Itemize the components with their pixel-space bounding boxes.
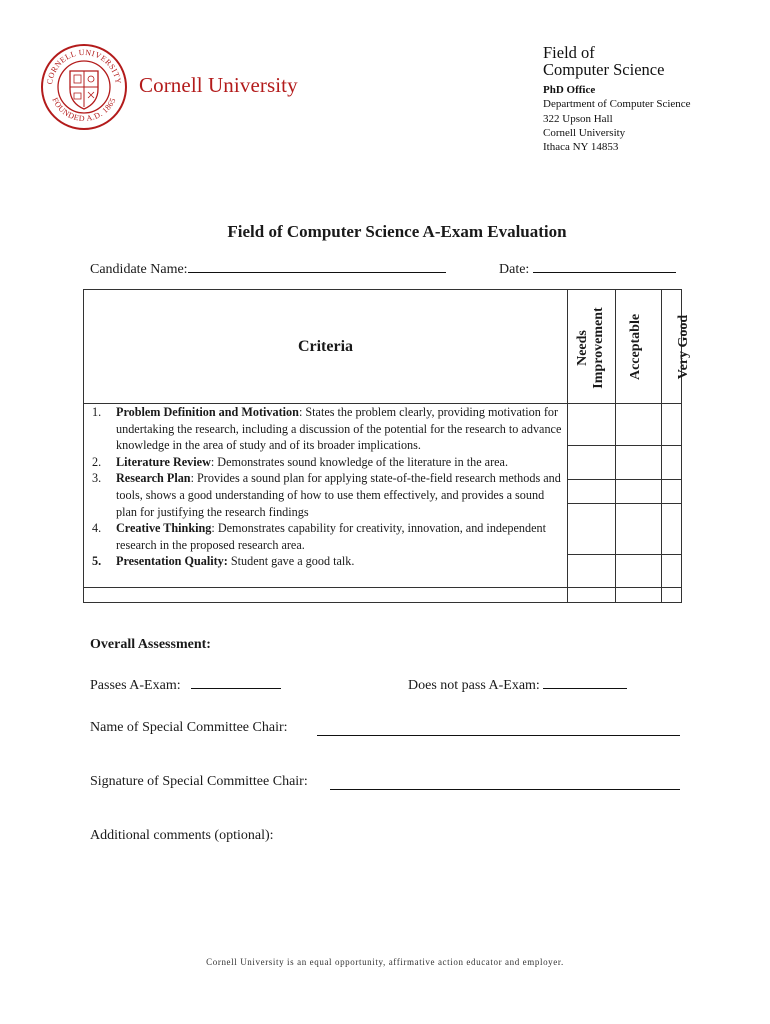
address-line2: Cornell University xyxy=(543,126,626,139)
criterion-item xyxy=(92,404,562,454)
criterion-number: 4. xyxy=(92,521,102,536)
address-line3: Ithaca NY 14853 xyxy=(543,141,619,154)
criteria-header: Criteria xyxy=(297,338,354,355)
seal-text-top: CORNELL UNIVERSITY xyxy=(45,47,123,85)
not-pass-field xyxy=(408,674,627,694)
field-title-line2: Computer Science xyxy=(543,60,665,79)
criterion-text: : Demonstrates capability for creativity, innovation, and independent research in the proposed research area. xyxy=(116,521,546,552)
field-title-line1: Field of xyxy=(543,43,595,62)
phd-office-label: PhD Office xyxy=(543,84,596,96)
chair-name-input[interactable] xyxy=(317,720,680,736)
field-title xyxy=(543,44,664,78)
criterion-item xyxy=(92,470,562,520)
not-pass-label: Does not pass A-Exam: xyxy=(408,678,540,693)
criterion-item xyxy=(92,454,562,471)
acceptable-header: Acceptable xyxy=(628,313,643,381)
address-line1: 322 Upson Hall xyxy=(543,112,613,125)
needs-improvement-header xyxy=(575,298,609,398)
chair-signature-input[interactable] xyxy=(330,774,680,790)
overall-assessment-label: Overall Assessment: xyxy=(90,637,211,652)
criterion-number: 1. xyxy=(92,405,102,419)
passes-label: Passes A-Exam: xyxy=(90,678,181,693)
needs-header-line2: Improvement xyxy=(591,307,606,389)
criterion-number: 2. xyxy=(92,454,102,469)
criteria-table xyxy=(83,289,691,603)
university-name: Cornell University xyxy=(139,73,298,97)
additional-comments-label: Additional comments (optional): xyxy=(90,828,274,843)
form-title: Field of Computer Science A-Exam Evaluation xyxy=(227,222,567,241)
needs-header-line1: Needs xyxy=(575,330,590,366)
passes-input[interactable] xyxy=(191,674,281,689)
criterion-name: Presentation Quality: xyxy=(116,554,228,569)
criterion-name: Problem Definition and Motivation xyxy=(116,405,299,419)
seal-text-bottom: FOUNDED A.D. 1865 xyxy=(50,96,118,124)
office-address xyxy=(543,83,691,154)
candidate-name-label: Candidate Name: xyxy=(90,262,188,277)
criterion-item xyxy=(92,520,562,553)
candidate-name-input[interactable] xyxy=(188,258,446,273)
criteria-list xyxy=(92,404,562,570)
criterion-text: : Demonstrates sound knowledge of the literature in the area. xyxy=(210,454,509,469)
passes-field xyxy=(90,674,281,694)
criterion-text: Student gave a good talk. xyxy=(227,554,355,569)
candidate-name-field xyxy=(90,258,446,278)
criterion-name: Literature Review xyxy=(116,454,211,469)
department-name: Department of Computer Science xyxy=(543,98,691,111)
criterion-text: : States the problem clearly, providing motivation for undertaking the research, including a discussion of the potential for the research to advance knowledge in the area of study and of its broader implications. xyxy=(116,405,562,453)
very-good-header: Very Good xyxy=(676,314,691,380)
date-input[interactable] xyxy=(533,258,676,273)
cornell-seal-logo xyxy=(40,43,128,131)
criterion-number: 5. xyxy=(92,554,102,569)
not-pass-input[interactable] xyxy=(543,674,627,689)
criterion-name: Research Plan xyxy=(116,471,191,486)
chair-signature-label: Signature of Special Committee Chair: xyxy=(90,774,308,789)
criterion-text: : Provides a sound plan for applying state-of-the-field research methods and tools, shows a good understanding of how to use them effectively, and provides a sound plan for justifying the research findings xyxy=(116,471,561,519)
criterion-number: 3. xyxy=(92,471,102,486)
footer-disclaimer: Cornell University is an equal opportunity, affirmative action educator and employer. xyxy=(206,957,564,967)
criterion-name: Creative Thinking xyxy=(116,521,212,536)
criterion-item xyxy=(92,553,562,570)
date-field xyxy=(499,258,676,278)
date-label: Date: xyxy=(499,262,530,277)
chair-name-label: Name of Special Committee Chair: xyxy=(90,720,288,735)
